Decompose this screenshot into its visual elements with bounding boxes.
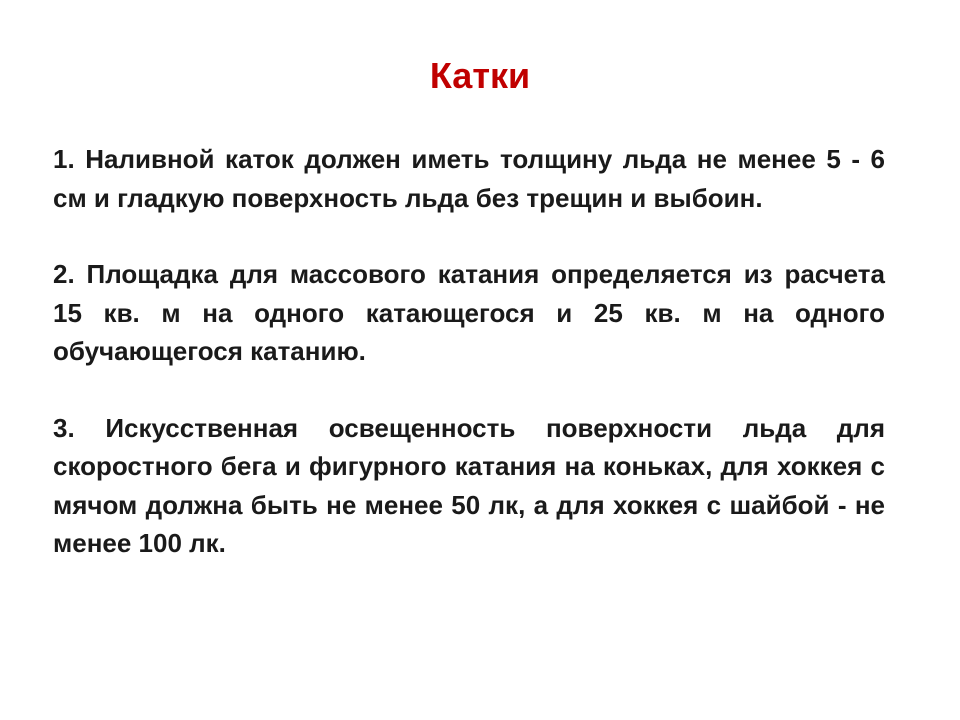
paragraph-1: 1. Наливной каток должен иметь толщину льда не менее 5 - 6 см и гладкую поверхность льда без трещин и выбоин. bbox=[53, 144, 885, 213]
paragraph-3: 3. Искусственная освещенность поверхности льда для скоростного бега и фигурного катания на коньках, для хоккея с мячом должна быть не менее 50 лк, а для хоккея с шайбой - не менее 100 лк. bbox=[53, 412, 885, 558]
paragraph-2: 2. Площадка для массового катания определяется из расчета 15 кв. м на одного катающегося и 25 кв. м на одного обучающегося катанию. bbox=[53, 259, 885, 366]
slide-body bbox=[53, 140, 885, 601]
slide-title: Катки bbox=[429, 55, 531, 96]
